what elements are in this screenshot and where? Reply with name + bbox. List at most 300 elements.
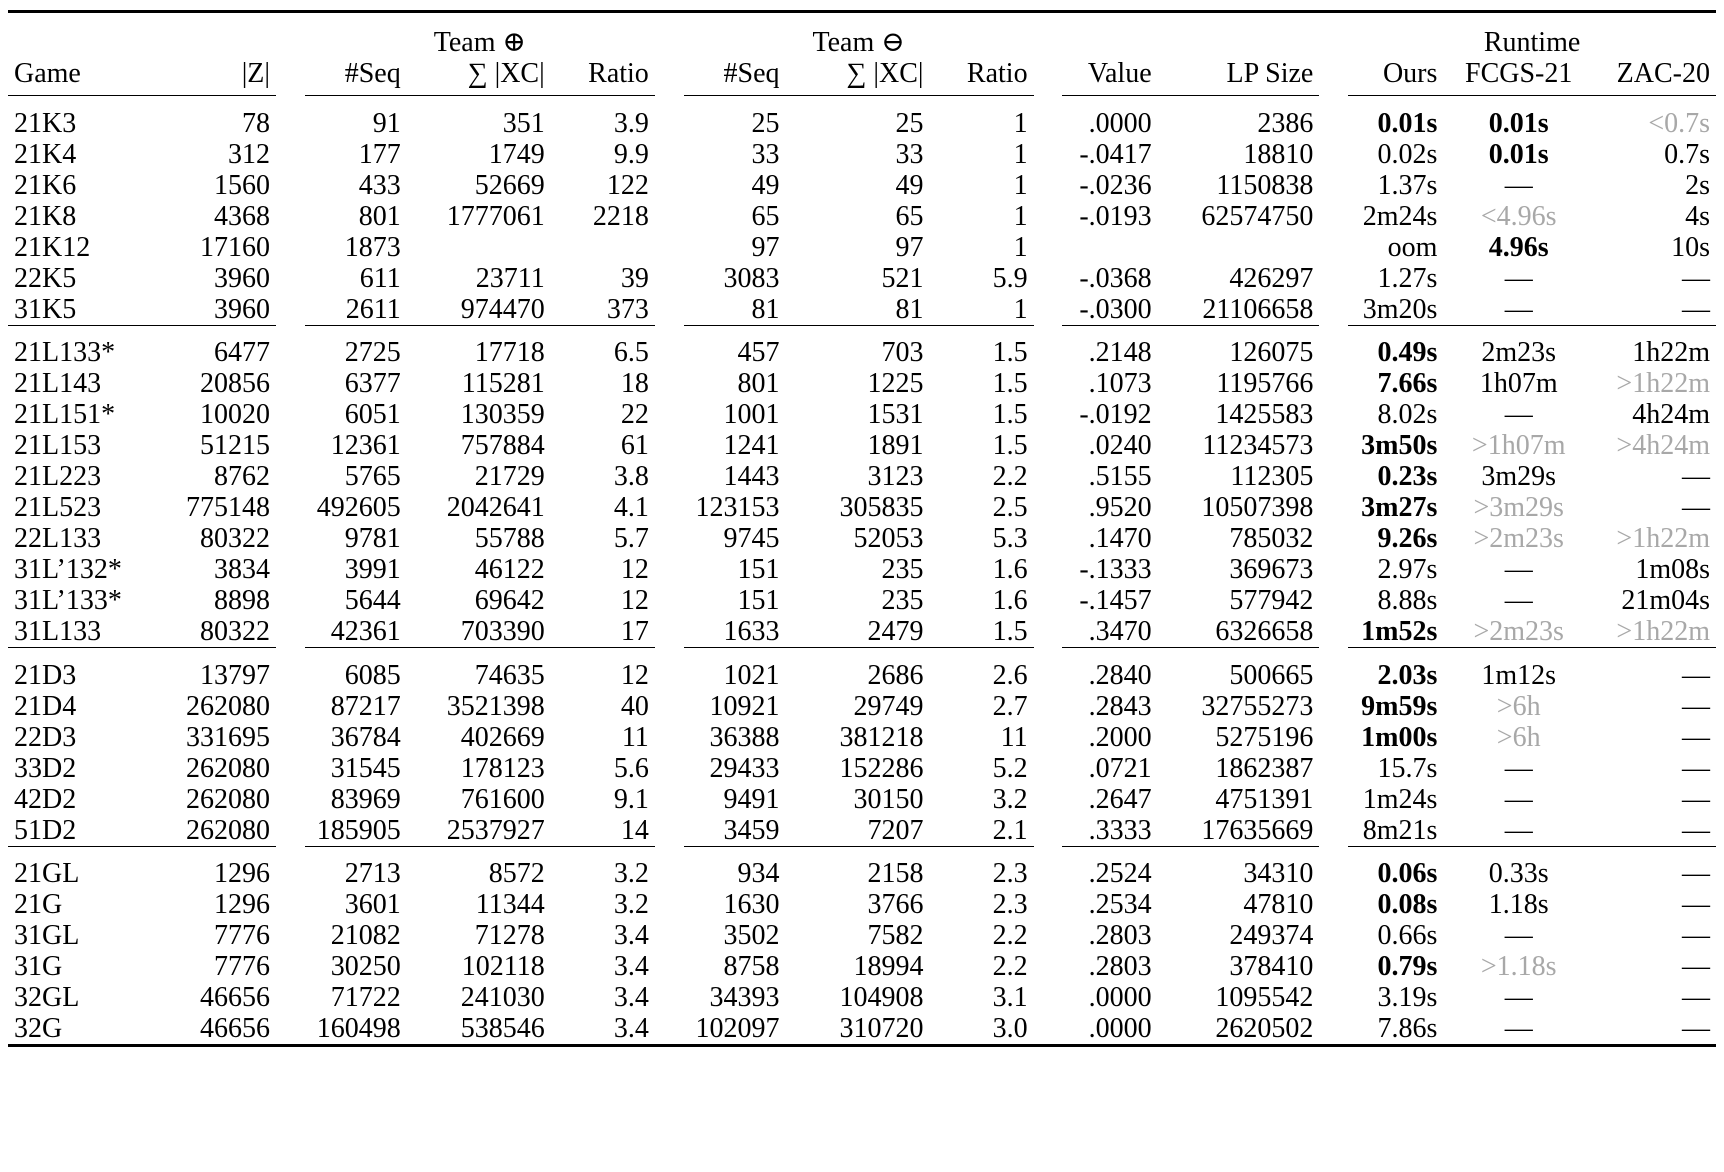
table-body (8, 96, 1716, 1048)
cell-plus-seq: 5644 (344, 585, 401, 616)
cell-minus-xc: 703 (881, 337, 924, 368)
cell-game: 21L151* (14, 399, 116, 430)
cell-value: .2000 (1088, 721, 1152, 753)
cell-minus-seq: 3502 (723, 920, 780, 951)
table-row (8, 523, 1716, 554)
cell-lp-size: 1425583 (1215, 399, 1314, 430)
cell-runtime-fcgs: 3m29s (1481, 461, 1557, 492)
cell-minus-xc: 152286 (839, 752, 924, 784)
cell-plus-xc: 178123 (460, 752, 545, 784)
cell-minus-seq: 81 (751, 293, 780, 325)
cell-game: 21K3 (14, 107, 77, 139)
cell-runtime-fcgs: >3m29s (1473, 492, 1564, 523)
cell-value: -.0417 (1079, 138, 1152, 170)
cell-runtime-zac: >1h22m (1616, 523, 1710, 554)
cell-value: .0000 (1088, 1013, 1152, 1044)
cell-lp-size: 62574750 (1201, 200, 1314, 232)
cell-plus-seq: 42361 (330, 616, 401, 647)
cell-lp-size: 47810 (1243, 889, 1314, 920)
cell-plus-seq: 12361 (330, 430, 401, 461)
cell-game: 21L133* (14, 337, 116, 368)
cell-minus-seq: 8758 (723, 951, 780, 982)
cell-plus-ratio: 18 (620, 368, 649, 399)
cell-value: -.0192 (1079, 399, 1152, 430)
cell-plus-xc: 21729 (474, 461, 545, 492)
cell-runtime-ours: 3.19s (1377, 982, 1438, 1013)
cell-plus-ratio: 373 (606, 293, 649, 325)
cell-runtime-ours: 0.08s (1377, 889, 1438, 920)
cell-minus-ratio: 5.3 (992, 523, 1028, 554)
cell-minus-xc: 310720 (839, 1013, 924, 1044)
cell-plus-ratio: 11 (621, 721, 649, 753)
cell-game: 32G (14, 1013, 63, 1044)
cell-z: 312 (228, 138, 271, 170)
cell-game: 21L143 (14, 368, 102, 399)
cell-z: 331695 (186, 721, 271, 753)
cell-minus-xc: 65 (895, 200, 924, 232)
cell-runtime-ours: 0.49s (1377, 337, 1438, 368)
cell-plus-ratio: 17 (620, 616, 649, 647)
cell-plus-seq: 1873 (344, 231, 401, 263)
col-minus-xc: ∑ |XC| (846, 58, 924, 89)
table-row (8, 368, 1716, 399)
cell-z: 78 (242, 107, 271, 139)
cell-plus-xc: 55788 (474, 523, 545, 554)
cell-value: .1470 (1088, 523, 1152, 554)
col-minus-seq: #Seq (723, 58, 780, 89)
cell-runtime-ours: 0.02s (1377, 138, 1438, 170)
cell-z: 4368 (214, 200, 271, 232)
cell-runtime-ours: 2.03s (1377, 659, 1438, 691)
cell-lp-size: 34310 (1243, 858, 1314, 889)
cell-runtime-fcgs: 1.18s (1488, 889, 1549, 920)
cell-plus-xc: 2537927 (446, 814, 545, 846)
group-team-plus: Team ⊕ (433, 27, 526, 58)
cell-value: .3470 (1088, 616, 1152, 647)
cell-runtime-zac: >4h24m (1616, 430, 1710, 461)
cell-z: 46656 (200, 1013, 271, 1044)
col-minus-ratio: Ratio (966, 58, 1028, 89)
cell-z: 17160 (200, 231, 271, 263)
cell-runtime-ours: 8.88s (1377, 585, 1438, 616)
cell-game: 21GL (14, 858, 80, 889)
cell-game: 22L133 (14, 523, 102, 554)
cell-runtime-zac: 1m08s (1635, 554, 1710, 585)
table-row (8, 294, 1716, 326)
cell-minus-ratio: 2.1 (992, 814, 1028, 846)
cell-minus-xc: 1891 (867, 430, 924, 461)
cell-value: .5155 (1088, 461, 1152, 492)
cell-plus-xc: 1749 (488, 138, 545, 170)
cell-runtime-ours: 0.01s (1377, 107, 1438, 139)
cell-runtime-zac: 21m04s (1621, 585, 1710, 616)
cell-z: 262080 (186, 690, 271, 722)
cell-minus-ratio: 1.5 (992, 430, 1028, 461)
table-row (8, 461, 1716, 492)
cell-plus-xc: 3521398 (446, 690, 545, 722)
cell-lp-size: 1095542 (1215, 982, 1314, 1013)
cell-game: 21D4 (14, 690, 77, 722)
cell-runtime-fcgs: — (1504, 262, 1533, 294)
cell-minus-seq: 29433 (709, 752, 780, 784)
cell-runtime-ours: 0.66s (1377, 920, 1438, 951)
cell-minus-xc: 2479 (867, 616, 924, 647)
cell-minus-seq: 65 (751, 200, 780, 232)
cell-runtime-ours: 15.7s (1377, 752, 1438, 784)
cell-plus-ratio: 12 (620, 659, 649, 691)
cell-minus-ratio: 2.5 (992, 492, 1028, 523)
cell-runtime-zac: <0.7s (1648, 107, 1710, 139)
cell-lp-size: 10507398 (1201, 492, 1314, 523)
cell-runtime-zac: — (1682, 1013, 1710, 1044)
cell-game: 21K8 (14, 200, 77, 232)
cell-game: 31G (14, 951, 63, 982)
cell-runtime-zac: — (1682, 690, 1710, 722)
cell-runtime-zac: — (1682, 293, 1710, 325)
table-row (8, 430, 1716, 461)
cell-lp-size: 5275196 (1215, 721, 1314, 753)
cell-minus-xc: 1225 (867, 368, 924, 399)
cell-plus-ratio: 4.1 (613, 492, 649, 523)
cell-plus-xc: 974470 (460, 293, 545, 325)
cell-minus-xc: 7582 (867, 920, 924, 951)
cell-value: .9520 (1088, 492, 1152, 523)
cell-runtime-ours: 9.26s (1377, 523, 1438, 554)
cell-value: .2647 (1088, 783, 1152, 815)
cell-value: .3333 (1088, 814, 1152, 846)
cell-runtime-fcgs: >2m23s (1473, 523, 1564, 554)
cell-plus-ratio: 6.5 (613, 337, 649, 368)
group-runtime: Runtime (1483, 27, 1581, 58)
table-header (8, 12, 1716, 96)
cell-runtime-ours: 1.27s (1377, 262, 1438, 294)
cell-minus-seq: 1001 (723, 399, 780, 430)
cell-plus-seq: 160498 (316, 1013, 401, 1044)
cell-z: 3960 (214, 293, 271, 325)
cell-plus-ratio: 61 (620, 430, 649, 461)
cell-minus-xc: 381218 (839, 721, 924, 753)
cell-plus-seq: 5765 (344, 461, 401, 492)
col-zac: ZAC-20 (1616, 58, 1710, 89)
cell-minus-xc: 3766 (867, 889, 924, 920)
cell-runtime-zac: 0.7s (1664, 138, 1710, 170)
cell-plus-xc: 2042641 (446, 492, 545, 523)
cell-plus-seq: 83969 (330, 783, 401, 815)
cell-z: 1296 (214, 889, 271, 920)
cell-runtime-fcgs: — (1504, 814, 1533, 846)
cell-lp-size: 426297 (1229, 262, 1314, 294)
cell-runtime-zac: >1h22m (1616, 368, 1710, 399)
cell-plus-xc: 71278 (474, 920, 545, 951)
cell-minus-seq: 49 (751, 169, 780, 201)
cell-value: .2148 (1088, 337, 1152, 368)
cell-z: 13797 (200, 659, 271, 691)
table-row (8, 232, 1716, 263)
cell-runtime-fcgs: >1.18s (1480, 951, 1557, 982)
cell-plus-xc: 46122 (474, 554, 545, 585)
cell-game: 21K4 (14, 138, 77, 170)
cell-minus-xc: 25 (895, 107, 924, 139)
cell-runtime-ours: 7.86s (1377, 1013, 1438, 1044)
cell-value: -.0368 (1079, 262, 1152, 294)
cell-minus-ratio: 1 (1013, 200, 1028, 232)
cell-minus-xc: 2686 (867, 659, 924, 691)
cell-runtime-ours: 8.02s (1377, 399, 1438, 430)
cell-minus-seq: 10921 (709, 690, 780, 722)
cell-minus-seq: 151 (737, 554, 780, 585)
cell-value: .0240 (1088, 430, 1152, 461)
cell-lp-size: 126075 (1229, 337, 1314, 368)
cell-runtime-fcgs: 1h07m (1479, 368, 1558, 399)
cell-minus-ratio: 1.6 (992, 585, 1028, 616)
cell-plus-ratio: 3.4 (613, 1013, 649, 1044)
cell-minus-ratio: 3.1 (992, 982, 1028, 1013)
cell-minus-xc: 97 (895, 231, 924, 263)
cell-minus-ratio: 2.2 (992, 920, 1028, 951)
cell-minus-ratio: 2.7 (992, 690, 1028, 722)
cell-plus-seq: 87217 (330, 690, 401, 722)
cell-minus-seq: 25 (751, 107, 780, 139)
cell-minus-ratio: 3.0 (992, 1013, 1028, 1044)
cell-plus-xc: 761600 (460, 783, 545, 815)
cell-plus-xc: 17718 (474, 337, 545, 368)
cell-z: 262080 (186, 752, 271, 784)
cell-runtime-ours: 3m50s (1361, 430, 1438, 461)
cell-minus-ratio: 5.2 (992, 752, 1028, 784)
cell-plus-ratio: 3.4 (613, 951, 649, 982)
cell-minus-ratio: 1.5 (992, 616, 1028, 647)
cell-runtime-ours: 1m52s (1361, 616, 1438, 647)
cell-plus-ratio: 14 (620, 814, 649, 846)
cell-runtime-fcgs: >6h (1496, 690, 1541, 722)
col-game: Game (14, 58, 81, 89)
cell-game: 51D2 (14, 814, 77, 846)
cell-runtime-fcgs: >2m23s (1473, 616, 1564, 647)
cell-minus-seq: 34393 (709, 982, 780, 1013)
cell-runtime-fcgs: 1m12s (1481, 659, 1557, 691)
cell-plus-seq: 6377 (344, 368, 401, 399)
cell-runtime-ours: 1m00s (1361, 721, 1438, 753)
cell-runtime-zac: — (1682, 858, 1710, 889)
cell-lp-size: 1862387 (1215, 752, 1314, 784)
cell-plus-ratio: 22 (620, 399, 649, 430)
cell-plus-ratio: 3.8 (613, 461, 649, 492)
cell-plus-ratio (551, 232, 655, 263)
cell-minus-seq: 801 (737, 368, 780, 399)
cell-plus-xc: 130359 (460, 399, 545, 430)
cell-minus-ratio: 1 (1013, 138, 1028, 170)
cell-game: 31GL (14, 920, 80, 951)
cell-plus-seq: 21082 (330, 920, 401, 951)
cell-plus-xc: 241030 (460, 982, 545, 1013)
results-table (8, 10, 1716, 1047)
cell-runtime-zac: — (1682, 721, 1710, 753)
col-plus-seq: #Seq (344, 58, 401, 89)
cell-z: 8762 (214, 461, 271, 492)
cell-minus-seq: 151 (737, 585, 780, 616)
cell-value: .1073 (1088, 368, 1152, 399)
cell-plus-xc (407, 232, 551, 263)
cell-game: 21K12 (14, 231, 91, 263)
cell-minus-seq: 102097 (695, 1013, 780, 1044)
cell-z: 7776 (214, 920, 271, 951)
cell-game: 42D2 (14, 783, 77, 815)
cell-runtime-zac: 1h22m (1632, 337, 1710, 368)
cell-value: .0000 (1088, 107, 1152, 139)
cell-plus-ratio: 5.6 (613, 752, 649, 784)
cell-game: 21L153 (14, 430, 102, 461)
cell-runtime-zac: 4h24m (1632, 399, 1710, 430)
cell-lp-size: 4751391 (1215, 783, 1314, 815)
cell-value: .2803 (1088, 920, 1152, 951)
cell-game: 21D3 (14, 659, 77, 691)
cell-minus-seq: 1241 (723, 430, 780, 461)
table-row (8, 554, 1716, 585)
cell-plus-xc: 69642 (474, 585, 545, 616)
cell-minus-xc: 3123 (867, 461, 924, 492)
cell-lp-size: 2620502 (1215, 1013, 1314, 1044)
cell-runtime-ours: 3m27s (1361, 492, 1438, 523)
cell-z: 3960 (214, 262, 271, 294)
cell-lp-size: 2386 (1257, 107, 1314, 139)
cell-z: 10020 (200, 399, 271, 430)
cell-plus-seq: 3601 (344, 889, 401, 920)
table-row (8, 585, 1716, 616)
cell-z: 7776 (214, 951, 271, 982)
cell-runtime-fcgs: — (1504, 293, 1533, 325)
cell-minus-xc: 18994 (853, 951, 924, 982)
cell-runtime-zac: — (1682, 982, 1710, 1013)
cell-game: 21G (14, 889, 63, 920)
cell-plus-ratio: 3.9 (613, 107, 649, 139)
cell-minus-ratio: 1 (1013, 107, 1028, 139)
cell-minus-seq: 1443 (723, 461, 780, 492)
cell-minus-seq: 3459 (723, 814, 780, 846)
cell-plus-xc: 11344 (475, 889, 545, 920)
cell-plus-seq: 3991 (344, 554, 401, 585)
cell-lp-size: 249374 (1229, 920, 1314, 951)
cell-z: 51215 (200, 430, 271, 461)
cell-plus-seq: 36784 (330, 721, 401, 753)
section-rule (8, 846, 1716, 858)
cell-runtime-fcgs: — (1504, 554, 1533, 585)
cell-plus-seq: 185905 (316, 814, 401, 846)
cell-plus-xc: 351 (502, 107, 545, 139)
cell-plus-seq: 6051 (344, 399, 401, 430)
cell-runtime-fcgs: — (1504, 783, 1533, 815)
cell-plus-seq: 2713 (344, 858, 401, 889)
cell-game: 31L’133* (14, 585, 122, 616)
cell-plus-seq: 31545 (330, 752, 401, 784)
cell-plus-ratio: 3.2 (613, 889, 649, 920)
table-row (8, 691, 1716, 722)
cell-game: 32GL (14, 982, 80, 1013)
cell-value (1062, 232, 1157, 263)
cell-minus-xc: 235 (881, 554, 924, 585)
col-fcgs: FCGS-21 (1465, 58, 1573, 89)
cell-value: -.0236 (1079, 169, 1152, 201)
cell-runtime-zac: — (1682, 461, 1710, 492)
cell-plus-ratio: 9.1 (613, 783, 649, 815)
cell-plus-ratio: 12 (620, 585, 649, 616)
cell-runtime-fcgs: — (1504, 169, 1533, 201)
cell-runtime-zac: — (1682, 752, 1710, 784)
table-row (8, 784, 1716, 815)
cell-lp-size: 1195766 (1216, 368, 1314, 399)
cell-minus-seq: 3083 (723, 262, 780, 294)
cell-plus-seq: 30250 (330, 951, 401, 982)
group-team-minus: Team ⊖ (812, 27, 905, 58)
cell-game: 33D2 (14, 752, 77, 784)
cell-minus-ratio: 2.3 (992, 858, 1028, 889)
cell-z: 20856 (200, 368, 271, 399)
cell-runtime-fcgs: — (1504, 920, 1533, 951)
cell-minus-ratio: 2.3 (992, 889, 1028, 920)
cell-value: -.1457 (1079, 585, 1152, 616)
cell-minus-seq: 9491 (723, 783, 780, 815)
cell-plus-seq: 6085 (344, 659, 401, 691)
cell-runtime-fcgs: — (1504, 982, 1533, 1013)
col-value: Value (1087, 58, 1152, 89)
cell-minus-ratio: 1.5 (992, 337, 1028, 368)
cell-plus-xc: 703390 (460, 616, 545, 647)
cell-minus-ratio: 1 (1013, 231, 1028, 263)
col-z: |Z| (241, 58, 271, 89)
cell-z: 6477 (214, 337, 271, 368)
cell-runtime-ours: 2.97s (1377, 554, 1438, 585)
cell-game: 31L’132* (14, 554, 122, 585)
cell-plus-xc: 23711 (475, 262, 545, 294)
cell-runtime-ours: 2m24s (1362, 200, 1438, 232)
cell-minus-seq: 9745 (723, 523, 780, 554)
cell-minus-ratio: 2.6 (992, 659, 1028, 691)
table-row (8, 337, 1716, 368)
section-rule (8, 648, 1716, 660)
cell-runtime-ours: 0.79s (1377, 951, 1438, 982)
cell-runtime-fcgs: 0.01s (1488, 107, 1549, 139)
cell-plus-xc: 402669 (460, 721, 545, 753)
cell-minus-seq: 36388 (709, 721, 780, 753)
table-row (8, 951, 1716, 982)
cell-lp-size: 18810 (1243, 138, 1314, 170)
cell-runtime-fcgs: 0.01s (1488, 138, 1549, 170)
cell-value: .2803 (1088, 951, 1152, 982)
cell-z: 262080 (186, 814, 271, 846)
cell-lp-size: 500665 (1229, 659, 1314, 691)
cell-plus-seq: 71722 (330, 982, 401, 1013)
col-plus-xc: ∑ |XC| (467, 58, 545, 89)
table-row (8, 722, 1716, 753)
cell-minus-ratio: 2.2 (992, 951, 1028, 982)
table-row (8, 920, 1716, 951)
table-row (8, 1013, 1716, 1046)
cell-minus-seq: 97 (751, 231, 780, 263)
cell-minus-xc: 29749 (853, 690, 924, 722)
cell-minus-seq: 1630 (723, 889, 780, 920)
cell-minus-xc: 305835 (839, 492, 924, 523)
cell-plus-ratio: 3.2 (613, 858, 649, 889)
cell-lp-size: 32755273 (1201, 690, 1314, 722)
table-row (8, 616, 1716, 648)
cell-z: 1296 (214, 858, 271, 889)
cell-runtime-fcgs: 2m23s (1481, 337, 1557, 368)
cell-runtime-fcgs: 4.96s (1488, 231, 1549, 263)
cell-minus-ratio: 5.9 (992, 262, 1028, 294)
bottom-rule (8, 1046, 1716, 1048)
cell-minus-xc: 1531 (867, 399, 924, 430)
cell-runtime-zac: — (1682, 951, 1710, 982)
cell-runtime-ours: 8m21s (1362, 814, 1438, 846)
